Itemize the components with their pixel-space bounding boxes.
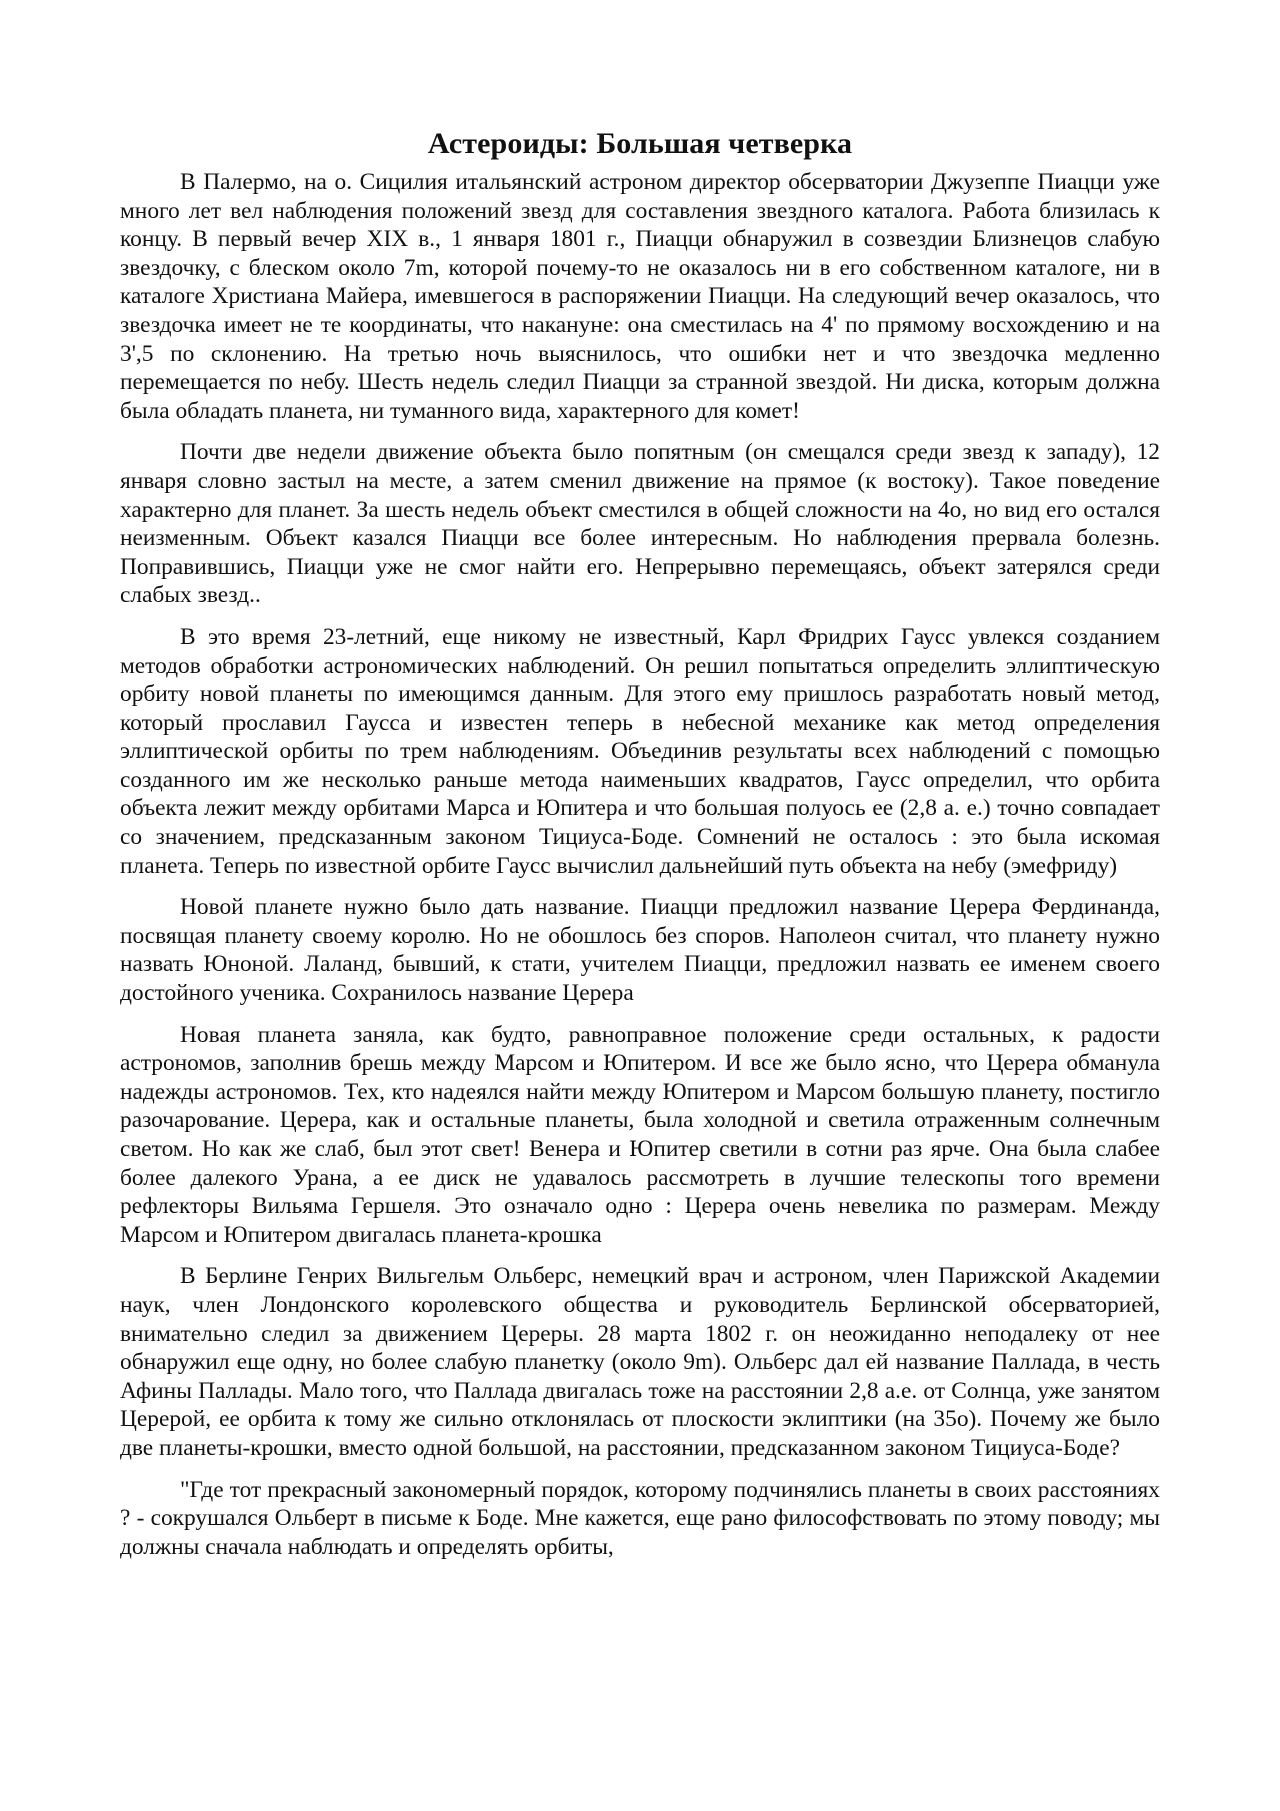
paragraph-piazzi-discovery: В Палермо, на о. Сицилия итальянский астроном директор обсерватории Джузеппе Пиацци уже много лет вел наблюдения положений звезд для составления звездного каталога. Работа близилась к концу. В первый вечер XIX в., 1 января 1801 г., Пиацци обнаружил в созвездии Близнецов слабую звездочку, с блеском около 7m, которой почему-то не оказалось ни в его собственном каталоге, ни в каталоге Христиана Майера, имевшегося в распоряжении Пиацци. На следующий вечер оказалось, что звездочка имеет не те координаты, что накануне: она сместилась на 4' по прямому восхождению и на 3',5 по склонению. На третью ночь выяснилось, что ошибки нет и что звездочка медленно перемещается по небу. Шесть недель следил Пиацци за странной звездой. Ни диска, которым должна была обладать планета, ни туманного вида, характерного для комет! <box>120 169 1160 424</box>
paragraph-gauss-orbit: В это время 23-летний, еще никому не известный, Карл Фридрих Гаусс увлекся созданием методов обработки астрономических наблюдений. Он решил попытаться определить эллиптическую орбиту новой планеты по имеющимся данным. Для этого ему пришлось разработать новый метод, который прославил Гаусса и известен теперь в небесной механике как метод определения эллиптической орбиты по трем наблюдениям. Объединив результаты всех наблюдений с помощью созданного им же несколько раньше метода наименьших квадратов, Гаусс определил, что орбита объекта лежит между орбитами Марса и Юпитера и что большая полуось ее (2,8 а. е.) точно совпадает со значением, предсказанным законом Тициуса-Боде. Сомнений не осталось : это была искомая планета. Теперь по известной орбите Гаусс вычислил дальнейший путь объекта на небу (эмефриду) <box>120 623 1160 879</box>
paragraph-naming-ceres: Новой планете нужно было дать название. Пиацци предложил название Церера Фердинанда, посвящая планету своему королю. Но не обошлось без споров. Наполеон считал, что планету нужно назвать Юноной. Лаланд, бывший, к стати, учителем Пиацци, предложил назвать ее именем своего достойного ученика. Сохранилось название Церера <box>120 894 1160 1007</box>
paragraph-retrograde-motion: Почти две недели движение объекта было попятным (он смещался среди звезд к западу), 12 января словно застыл на месте, а затем сменил движение на прямое (к востоку). Такое поведение характерно для планет. За шесть недель объект сместился в общей сложности на 4о, но вид его остался неизменным. Объект казался Пиацци все более интересным. Но наблюдения прервала болезнь. Поправившись, Пиацци уже не смог найти его. Непрерывно перемещаясь, объект затерялся среди слабых звезд.. <box>120 439 1160 609</box>
paragraph-olbers-pallas: В Берлине Генрих Вильгельм Ольберс, немецкий врач и астроном, член Парижской Академии наук, член Лондонского королевского общества и руководитель Берлинской обсерваторией, внимательно следил за движением Цереры. 28 марта 1802 г. он неожиданно неподалеку от нее обнаружил еще одну, но более слабую планетку (около 9m). Ольберс дал ей название Паллада, в честь Афины Паллады. Мало того, что Паллада двигалась тоже на расстоянии 2,8 а.е. от Солнца, уже занятом Церерой, ее орбита к тому же сильно отклонялась от плоскости эклиптики (на 35о). Почему же было две планеты-крошки, вместо одной большой, на расстоянии, предсказанном законом Тициуса-Боде? <box>120 1263 1160 1461</box>
paragraph-ceres-small-planet: Новая планета заняла, как будто, равноправное положение среди остальных, к радости астрономов, заполнив брешь между Марсом и Юпитером. И все же было ясно, что Церера обманула надежды астрономов. Тех, кто надеялся найти между Юпитером и Марсом большую планету, постигло разочарование. Церера, как и остальные планеты, была холодной и светила отраженным солнечным светом. Но как же слаб, был этот свет! Венера и Юпитер светили в сотни раз ярче. Она была слабее более далекого Урана, а ее диск не удавалось рассмотреть в лучшие телескопы того времени рефлекторы Вильяма Гершеля. Это означало одно : Церера очень невелика по размерам. Между Марсом и Юпитером двигалась планета-крошка <box>120 1021 1160 1248</box>
document-body <box>120 112 1160 1574</box>
document-title: Астероиды: Большая четверка <box>427 127 853 160</box>
paragraph-olbers-letter: "Где тот прекрасный закономерный порядок, которому подчинялись планеты в своих расстояниях ? - сокрушался Ольберт в письме к Боде. Мне кажется, еще рано философствовать по этому поводу; мы должны сначала наблюдать и определять орбиты, <box>120 1476 1160 1560</box>
